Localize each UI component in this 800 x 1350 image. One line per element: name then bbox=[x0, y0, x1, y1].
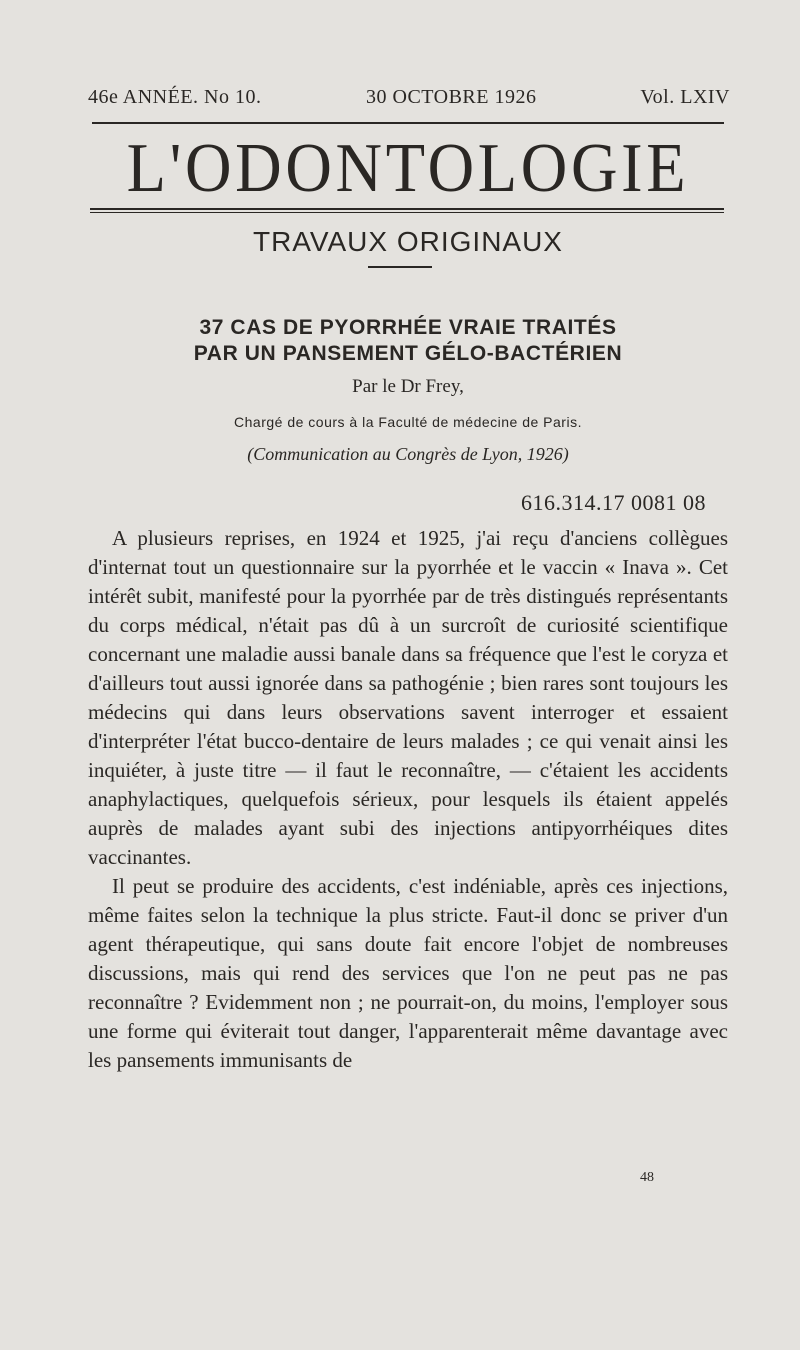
body-paragraph-1: A plusieurs reprises, en 1924 et 1925, j'ai reçu d'anciens collègues d'internat tout un questionnaire sur la pyorrhée et le vaccin « Inava ». Cet intérêt subit, manifesté pour la pyorrhée par de très distingués représentants du corps médical, n'était pas dû à un surcroît de curiosité scientifique concernant une maladie aussi banale dans sa fréquence que l'est le coryza et d'ailleurs tout aussi ignorée dans sa pathogénie ; bien rares sont toujours les médecins qui dans leurs observations savent interroger et essaient d'interpréter l'état bucco-dentaire de leurs malades ; ce qui venait ainsi les inquiéter, à juste titre — il faut le reconnaître, — c'étaient les accidents anaphylactiques, quelquefois sérieux, pour lesquels ils étaient appelés auprès de malades ayant subi des injections antipyorrhéiques dites vaccinantes. bbox=[88, 526, 728, 869]
title-rule-thin bbox=[90, 212, 724, 213]
communication-note: (Communication au Congrès de Lyon, 1926) bbox=[247, 444, 569, 464]
issue-date: 30 OCTOBRE 1926 bbox=[366, 86, 537, 108]
header-rule bbox=[92, 122, 724, 124]
title-rule bbox=[90, 208, 724, 210]
running-header bbox=[88, 86, 730, 116]
article-title-line-2: PAR UN PANSEMENT GÉLO-BACTÉRIEN bbox=[193, 342, 623, 365]
section-title: TRAVAUX ORIGINAUX bbox=[252, 226, 563, 257]
author-affiliation: Chargé de cours à la Faculté de médecine de Paris. bbox=[234, 414, 582, 430]
journal-title: L'ODONTOLOGIE bbox=[126, 130, 690, 207]
article-title-line-1: 37 CAS DE PYORRHÉE VRAIE TRAITÉS bbox=[199, 316, 617, 339]
classification-number: 616.314.17 0081 08 bbox=[521, 490, 706, 515]
article-body bbox=[88, 524, 728, 1075]
author-byline: Par le Dr Frey, bbox=[352, 376, 464, 397]
volume-number: Vol. LXIV bbox=[640, 86, 730, 108]
issue-number: 46e ANNÉE. No 10. bbox=[88, 86, 262, 108]
page-number: 48 bbox=[640, 1170, 654, 1185]
article-title bbox=[92, 315, 724, 367]
body-paragraph-2: Il peut se produire des accidents, c'est indéniable, après ces injections, même faites selon la technique la plus stricte. Faut-il donc se priver d'un agent thérapeutique, qui sans doute fait encore l'objet de nombreuses discussions, mais qui rend des services que l'on ne peut pas ne pas reconnaître ? Evidemment non ; ne pourrait-on, du moins, l'employer sous une forme qui éviterait tout danger, l'apparenterait même davantage avec les pansements immunisants de bbox=[88, 874, 728, 1072]
section-rule bbox=[368, 266, 432, 268]
